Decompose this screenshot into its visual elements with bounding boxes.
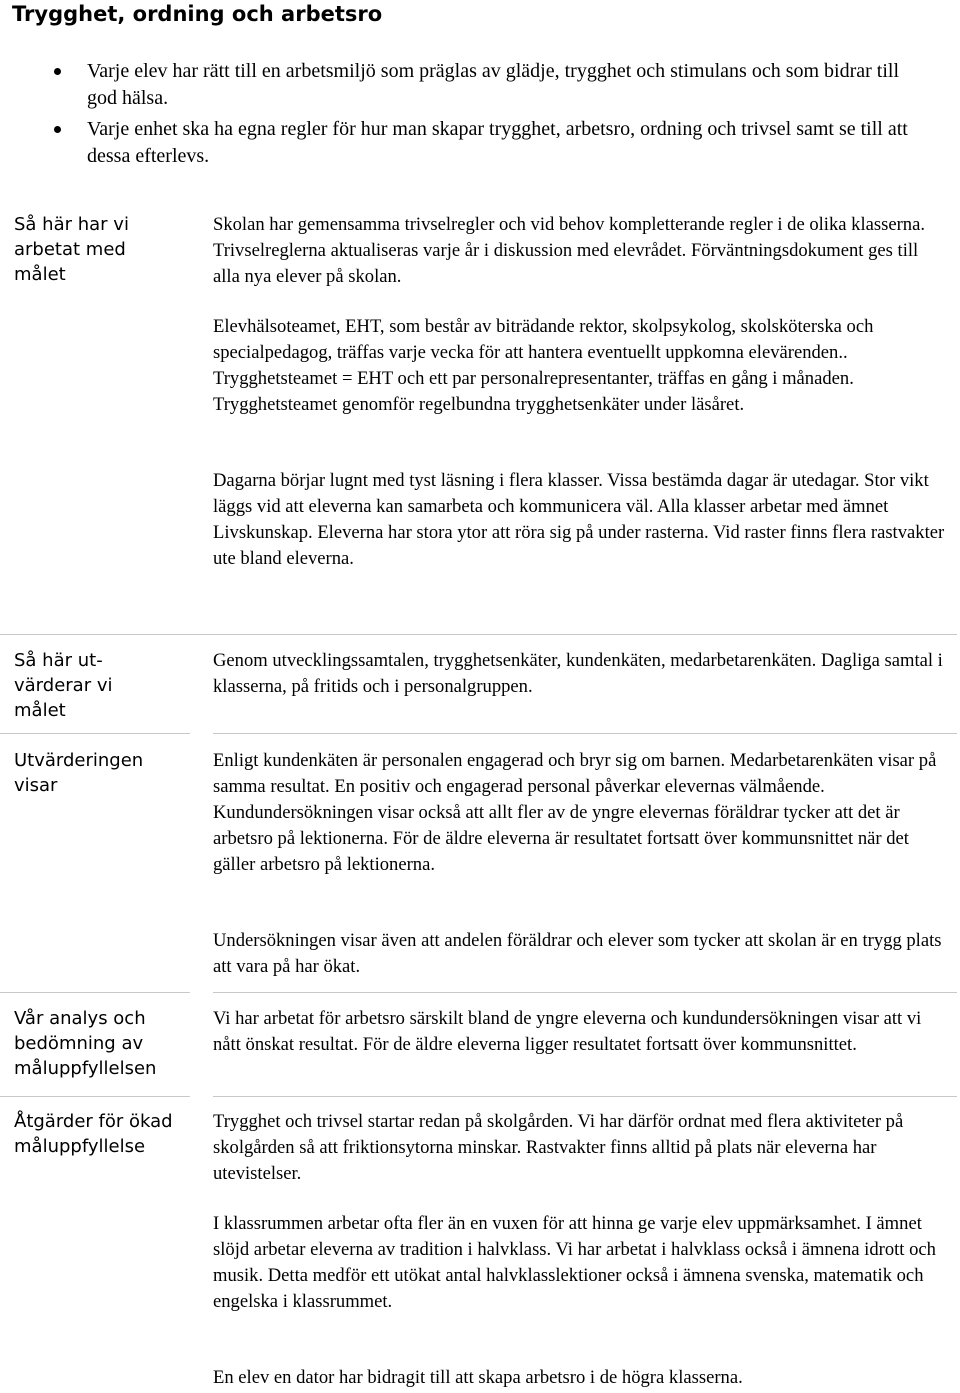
section-label-utvarderingen: Utvärderingen visar xyxy=(14,750,144,796)
section4-paragraph: Vi har arbetat för arbetsro särskilt bland de yngre eleverna och kundundersökningen visar att vi nått önskat resultat. För de äldre eleverna ligger resultatet fortsatt över kommunsnittet. xyxy=(213,1008,922,1055)
bullet-icon xyxy=(54,126,61,133)
list-item-text: Varje enhet ska ha egna regler för hur man skapar trygghet, arbetsro, ordning och trivsel samt se till att dessa efterlevs. xyxy=(87,118,908,167)
goal-list xyxy=(50,58,930,174)
section3-paragraph-2: Undersökningen visar även att andelen föräldrar och elever som tycker att skolan är en trygg plats att vara på har ökat. xyxy=(213,930,942,977)
section3-paragraph-1: Enligt kundenkäten är personalen engagerad och bryr sig om barnen. Medarbetarenkäten visar på samma resultat. En positiv och engagerad personal påverkar elevernas välmående. Kundundersökningen visar också att allt fler av de yngre elevernas föräldrar tycker att det är arbetsro på lektionerna. För de äldre eleverna är resultatet fortsatt över kommunsnittet när det gäller arbetsro på lektionerna. xyxy=(213,750,937,875)
page-title: Trygghet, ordning och arbetsro xyxy=(12,2,383,26)
section-divider xyxy=(213,1096,957,1097)
section5-paragraph-1: Trygghet och trivsel startar redan på skolgården. Vi har därför ordnat med flera aktiviteter på skolgården så att friktionsytorna minskar. Rastvakter finns alltid på plats när eleverna har utevistelser. xyxy=(213,1111,904,1184)
section1-paragraph-3: Dagarna börjar lugnt med tyst läsning i flera klasser. Vissa bestämda dagar är utedagar. Stor vikt läggs vid att eleverna kan samarbeta och kommunicera väl. Alla klasser arbetar med ämnet Livskunskap. Eleverna har stora ytor att röra sig på under rasterna. Vid raster finns flera rastvakter ute bland eleverna. xyxy=(213,470,945,569)
section1-paragraph-1: Skolan har gemensamma trivselregler och vid behov kompletterande regler i de olika klasserna. Trivselreglerna aktualiseras varje år i diskussion med elevrådet. Förväntningsdokument ges till alla nya elever på skolan. xyxy=(213,214,926,287)
section-label-utvarderar: Så här ut-värderar vi målet xyxy=(14,650,113,721)
section-divider xyxy=(0,1096,190,1097)
section-divider xyxy=(0,733,190,734)
section-label-analys: Vår analys och bedömning av måluppfyllelsen xyxy=(14,1008,157,1079)
section5-paragraph-3: En elev en dator har bidragit till att skapa arbetsro i de högra klasserna. xyxy=(213,1367,743,1388)
list-item xyxy=(50,58,930,112)
section-label-arbetat: Så här har vi arbetat med målet xyxy=(14,214,129,285)
section5-paragraph-2: I klassrummen arbetar ofta fler än en vuxen för att hinna ge varje elev uppmärksamhet. I ämnet slöjd arbetar eleverna av tradition i halvklass. Vi har arbetat i halvklass också i ämnena idrott och musik. Detta medför ett utökat antal halvklasslektioner också i ämnena svenska, matematik och engelska i klassrummet. xyxy=(213,1213,936,1312)
section-divider xyxy=(213,992,957,993)
list-item xyxy=(50,116,930,170)
section-divider xyxy=(213,733,957,734)
section-divider xyxy=(0,634,957,635)
section2-paragraph: Genom utvecklingssamtalen, trygghetsenkäter, kundenkäten, medarbetarenkäten. Dagliga samtal i klasserna, på fritids och i personalgruppen. xyxy=(213,650,943,697)
section-divider xyxy=(0,992,190,993)
section1-paragraph-2: Elevhälsoteamet, EHT, som består av biträdande rektor, skolpsykolog, skolsköterska och specialpedagog, träffas varje vecka för att hantera eventuellt uppkomna elevärenden.. Trygghetsteamet = EHT och ett par personalrepresentanter, träffas en gång i månaden. Trygghetsteamet genomför regelbundna trygghetsenkäter under läsåret. xyxy=(213,316,874,415)
section-label-atgarder: Åtgärder för ökad måluppfyllelse xyxy=(14,1111,173,1157)
bullet-icon xyxy=(54,68,61,75)
list-item-text: Varje elev har rätt till en arbetsmiljö som präglas av glädje, trygghet och stimulans och som bidrar till god hälsa. xyxy=(87,60,900,109)
